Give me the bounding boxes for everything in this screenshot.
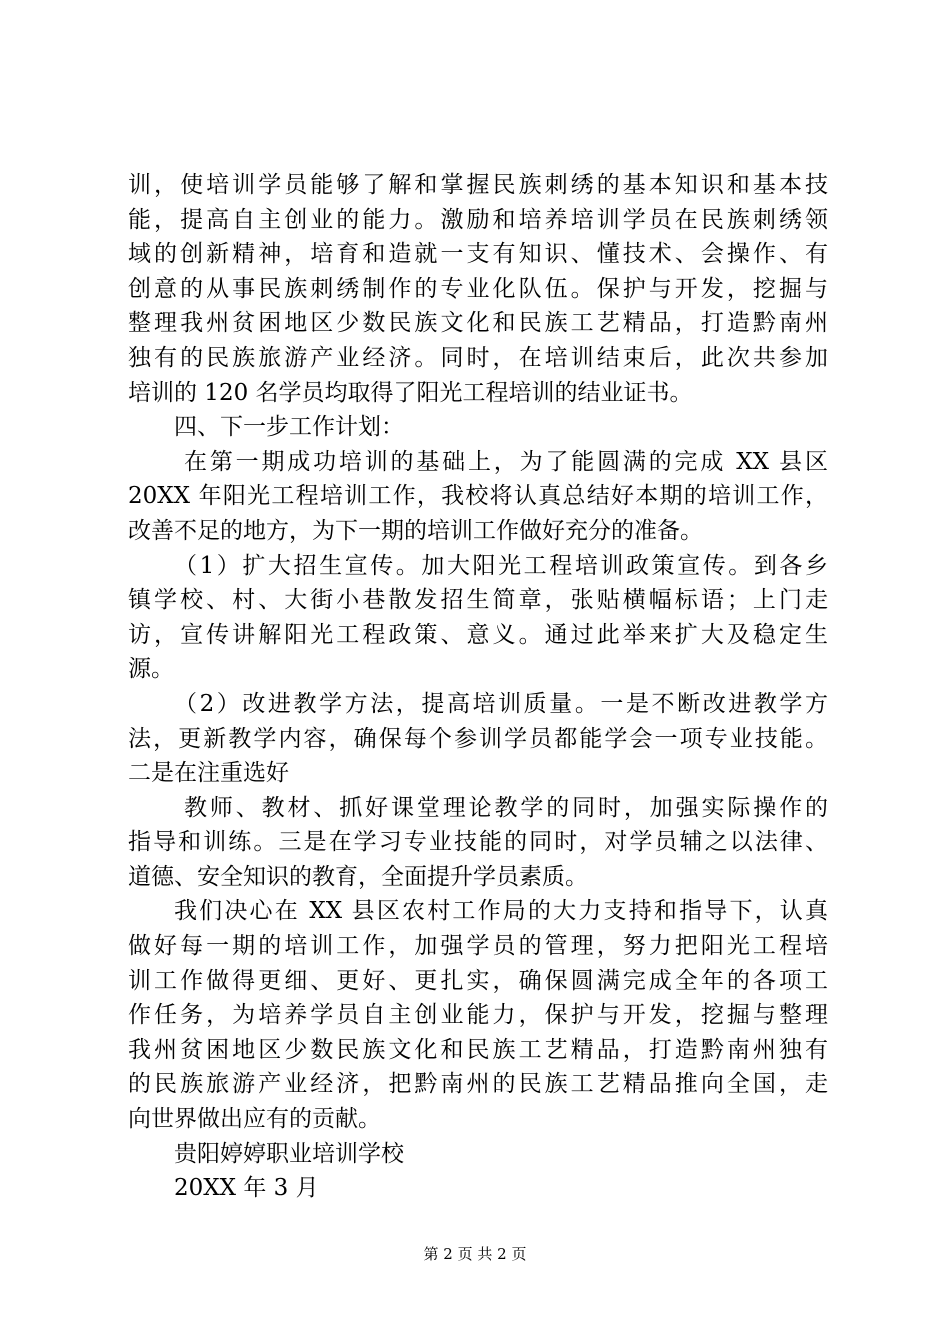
text-line: 能，提高自主创业的能力。激励和培养培训学员在民族刺绣领 (128, 206, 828, 233)
text-line: 独有的民族旅游产业经济。同时，在培训结束后，此次共参加 (128, 344, 828, 371)
document-body (128, 168, 828, 1206)
text-line: 向世界做出应有的贡献。 (128, 1106, 381, 1133)
text-line: 源。 (128, 656, 174, 683)
text-line: 域的创新精神，培育和造就一支有知识、懂技术、会操作、有 (128, 241, 828, 268)
text-line: 20XX 年阳光工程培训工作，我校将认真总结好本期的培训工作， (128, 483, 828, 510)
text-line: 作任务，为培养学员自主创业能力，保护与开发，挖掘与整理 (128, 1002, 828, 1029)
text-line: 指导和训练。三是在学习专业技能的同时，对学员辅之以法律、 (128, 829, 828, 856)
text-line: 访，宣传讲解阳光工程政策、意义。通过此举来扩大及稳定生 (128, 621, 828, 648)
text-line: 道德、安全知识的教育，全面提升学员素质。 (128, 863, 588, 890)
text-line: 的民族旅游产业经济，把黔南州的民族工艺精品推向全国，走 (128, 1071, 828, 1098)
text-line: 训，使培训学员能够了解和掌握民族刺绣的基本知识和基本技 (128, 172, 828, 198)
text-line: 四、下一步工作计划： (174, 414, 404, 441)
text-line: 我州贫困地区少数民族文化和民族工艺精品，打造黔南州独有 (128, 1036, 828, 1063)
page-footer: 第 2 页 共 2 页 (423, 1245, 527, 1263)
text-line: 镇学校、村、大街小巷散发招生简章，张贴横幅标语；上门走 (128, 587, 828, 614)
text-line: （2）改进教学方法，提高培训质量。一是不断改进教学方 (174, 690, 828, 717)
text-line: 培训的 120 名学员均取得了阳光工程培训的结业证书。 (128, 379, 693, 406)
text-line: 20XX 年 3 月 (174, 1175, 319, 1202)
text-line: 整理我州贫困地区少数民族文化和民族工艺精品，打造黔南州 (128, 310, 828, 337)
text-line: 训工作做得更细、更好、更扎实，确保圆满完成全年的各项工 (128, 967, 828, 994)
text-line: 创意的从事民族刺绣制作的专业化队伍。保护与开发，挖掘与 (128, 275, 828, 302)
text-line: 改善不足的地方，为下一期的培训工作做好充分的准备。 (128, 517, 703, 544)
text-line: 贵阳婷婷职业培训学校 (174, 1140, 404, 1167)
text-line: 在第一期成功培训的基础上，为了能圆满的完成 XX 县区 (184, 448, 828, 475)
text-line: 做好每一期的培训工作，加强学员的管理，努力把阳光工程培 (128, 933, 828, 960)
text-line: 法，更新教学内容，确保每个参训学员都能学会一项专业技能。 (128, 725, 828, 752)
text-line: （1）扩大招生宣传。加大阳光工程培训政策宣传。到各乡 (174, 552, 828, 579)
text-line: 二是在注重选好 (128, 760, 289, 787)
text-line: 教师、教材、抓好课堂理论教学的同时，加强实际操作的 (184, 794, 828, 821)
text-line: 我们决心在 XX 县区农村工作局的大力支持和指导下，认真 (174, 898, 828, 925)
